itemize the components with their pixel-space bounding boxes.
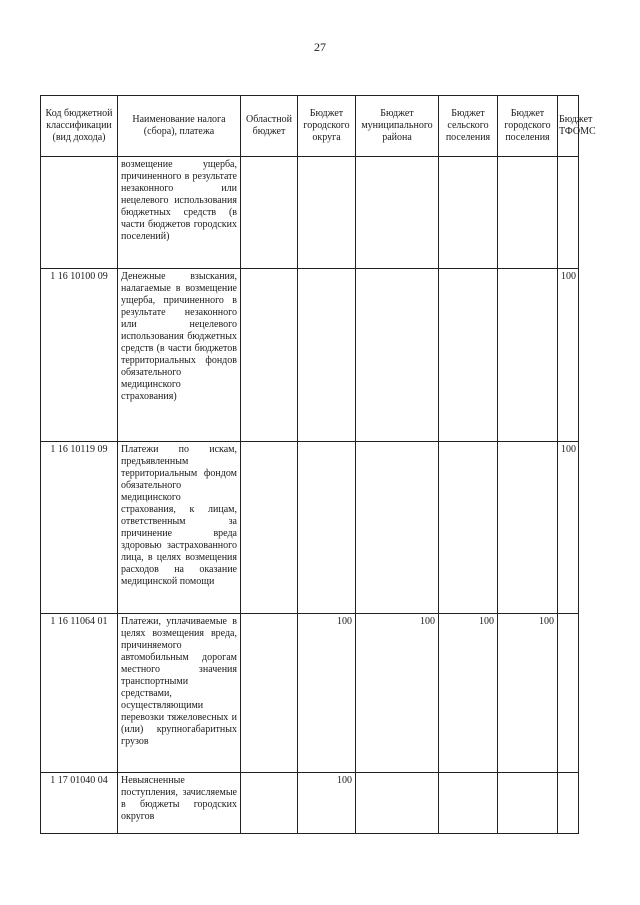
- row-name: Денежные взыскания, налагаемые в возмещение ущерба, причиненного в результате незаконного или нецелевого использования бюджетных средств (в части бюджетов территориальных фондов обязательного медицинского страхования): [118, 269, 241, 442]
- table-row: [41, 269, 579, 442]
- header-urban-settlement-budget: Бюджет городского поселения: [498, 96, 558, 157]
- header-city-district-budget: Бюджет городского округа: [298, 96, 356, 157]
- cell-municipal: 100: [356, 614, 439, 773]
- cell-city-district: [298, 442, 356, 614]
- cell-city-district: [298, 157, 356, 269]
- table-row: [41, 773, 579, 834]
- table-row: [41, 614, 579, 773]
- cell-regional: [241, 614, 298, 773]
- cell-urban: 100: [498, 614, 558, 773]
- row-code: 1 16 10119 09: [41, 442, 118, 614]
- header-rural-settlement-budget: Бюджет сельского поселения: [439, 96, 498, 157]
- cell-urban: [498, 442, 558, 614]
- budget-distribution-table: [40, 95, 596, 834]
- cell-urban: [498, 157, 558, 269]
- header-name: Наименование налога (сбора), платежа: [118, 96, 241, 157]
- cell-city-district: 100: [298, 773, 356, 834]
- cell-tfoms: 100: [558, 442, 579, 614]
- cell-municipal: [356, 269, 439, 442]
- row-code: 1 16 10100 09: [41, 269, 118, 442]
- page-number: 27: [314, 40, 326, 54]
- cell-municipal: [356, 773, 439, 834]
- table-header-row: [41, 96, 579, 157]
- cell-regional: [241, 157, 298, 269]
- cell-tfoms: [558, 157, 579, 269]
- cell-city-district: 100: [298, 614, 356, 773]
- cell-regional: [241, 442, 298, 614]
- cell-rural: [439, 773, 498, 834]
- row-code: [41, 157, 118, 269]
- cell-rural: [439, 157, 498, 269]
- row-name: Платежи по искам, предъявленным территориальным фондом обязательного медицинского страхования, к лицам, ответственным за причинение вреда здоровью застрахованного лица, в целях возмещения расходов на оказание медицинской помощи: [118, 442, 241, 614]
- table-row: [41, 442, 579, 614]
- cell-tfoms: [558, 773, 579, 834]
- cell-regional: [241, 773, 298, 834]
- cell-city-district: [298, 269, 356, 442]
- cell-rural: [439, 442, 498, 614]
- cell-regional: [241, 269, 298, 442]
- row-name: Платежи, уплачиваемые в целях возмещения вреда, причиняемого автомобильным дорогам местного значения транспортными средствами, осуществляющими перевозки тяжеловесных и (или) крупногабаритных грузов: [118, 614, 241, 773]
- header-regional-budget: Областной бюджет: [241, 96, 298, 157]
- row-name: возмещение ущерба, причиненного в результате незаконного или нецелевого использования бюджетных средств (в части бюджетов городских поселений): [118, 157, 241, 269]
- header-municipal-district-budget: Бюджет муниципального района: [356, 96, 439, 157]
- row-code: 1 16 11064 01: [41, 614, 118, 773]
- header-code: Код бюджетной классификации (вид дохода): [41, 96, 118, 157]
- cell-urban: [498, 269, 558, 442]
- row-code: 1 17 01040 04: [41, 773, 118, 834]
- cell-municipal: [356, 157, 439, 269]
- row-name: Невыясненные поступления, зачисляемые в бюджеты городских округов: [118, 773, 241, 834]
- header-tfoms-budget: Бюджет ТФОМС: [558, 96, 579, 157]
- cell-urban: [498, 773, 558, 834]
- cell-tfoms: 100: [558, 269, 579, 442]
- table-row: [41, 157, 579, 269]
- cell-rural: 100: [439, 614, 498, 773]
- cell-municipal: [356, 442, 439, 614]
- cell-rural: [439, 269, 498, 442]
- cell-tfoms: [558, 614, 579, 773]
